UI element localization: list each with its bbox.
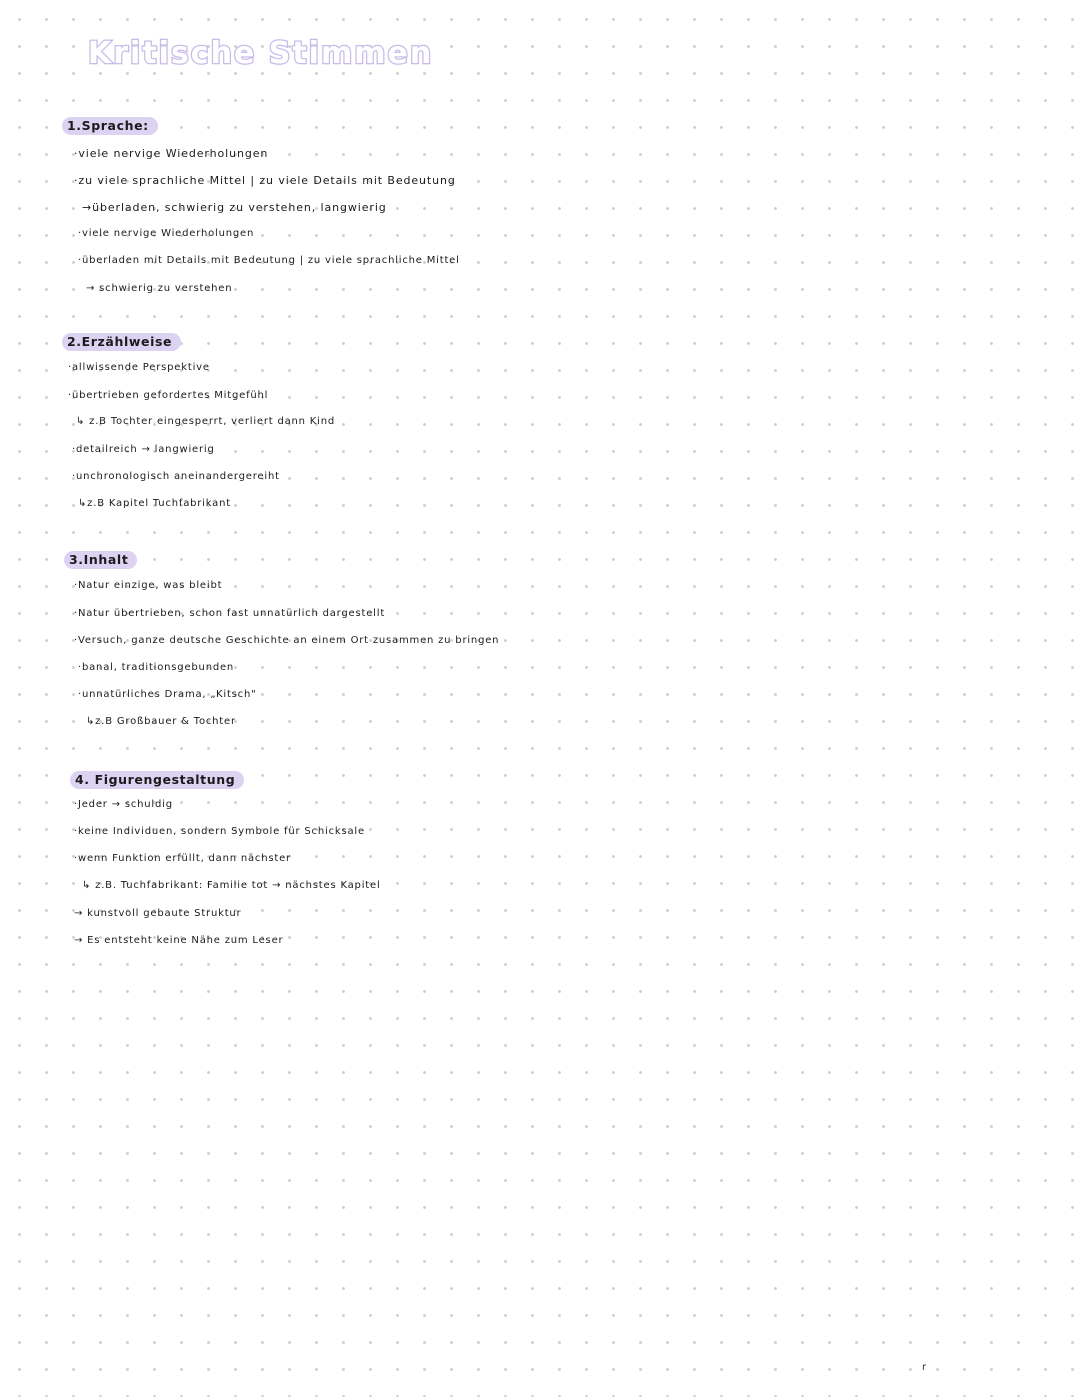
section-heading-erzaehlweise: 2.Erzählweise <box>62 333 181 351</box>
list-item: ·überladen mit Details mit Bedeutung | zu viele sprachliche Mittel <box>78 255 460 266</box>
page-mark: r <box>922 1362 927 1373</box>
list-item: ·unnatürliches Drama, „Kitsch" <box>78 689 257 700</box>
list-item: →überladen, schwierig zu verstehen, langwierig <box>82 201 387 214</box>
list-item: ·keine Individuen, sondern Symbole für Schicksale <box>74 826 365 837</box>
list-item: ·übertrieben gefordertes Mitgefühl <box>68 390 269 401</box>
list-item: → Es entsteht keine Nähe zum Leser <box>74 935 284 946</box>
list-item: ·unchronologisch aneinandergereiht <box>72 471 280 482</box>
list-item: ·wenn Funktion erfüllt, dann nächster <box>74 853 291 864</box>
list-item: ·Natur übertrieben, schon fast unnatürlich dargestellt <box>74 608 386 619</box>
list-item: ·detailreich → langwierig <box>72 444 215 455</box>
list-item: ·viele nervige Wiederholungen <box>74 147 269 160</box>
list-item: ·Natur einzige, was bleibt <box>74 580 223 591</box>
section-heading-sprache: 1.Sprache: <box>62 117 158 135</box>
list-item: ·Versuch, ganze deutsche Geschichte an einem Ort zusammen zu bringen <box>74 635 500 646</box>
list-item: ↳z.B Kapitel Tuchfabrikant <box>78 498 231 509</box>
list-item: ·zu viele sprachliche Mittel | zu viele Details mit Bedeutung <box>74 174 456 187</box>
list-item: → schwierig zu verstehen <box>86 283 233 294</box>
section-heading-inhalt: 3.Inhalt <box>64 551 137 569</box>
list-item: ↳ z.B Tochter eingesperrt, verliert dann Kind <box>76 416 336 427</box>
list-item: ↳ z.B. Tuchfabrikant: Familie tot → nächstes Kapitel <box>82 880 381 891</box>
list-item: → kunstvoll gebaute Struktur <box>74 908 242 919</box>
list-item: ·viele nervige Wiederholungen <box>78 228 255 239</box>
list-item: ·allwissende Perspektive <box>68 362 210 373</box>
list-item: ↳z.B Großbauer & Tochter <box>86 716 236 727</box>
list-item: ·Jeder → schuldig <box>74 799 173 810</box>
list-item: ·banal, traditionsgebunden <box>78 662 235 673</box>
section-heading-figurengestaltung: 4. Figurengestaltung <box>70 771 244 789</box>
page-title: Kritische Stimmen <box>88 36 434 71</box>
